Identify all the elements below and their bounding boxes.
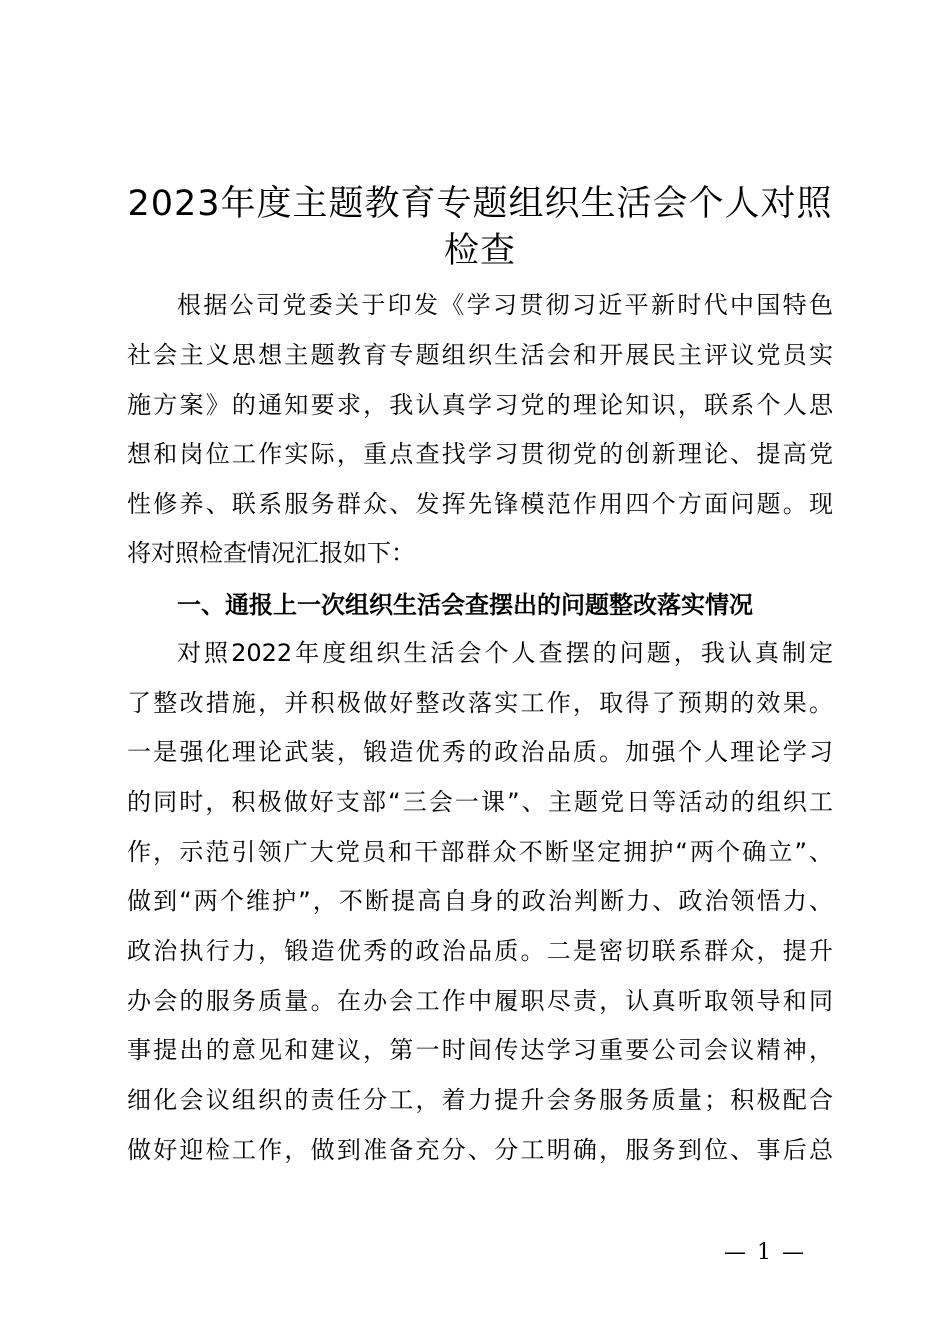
body-line-5: 作，示范引领广大党员和干部群众不断坚定拥护“两个确立”、 (127, 838, 833, 866)
body-line-8: 办会的服务质量。在办会工作中履职尽责，认真听取领导和同 (127, 987, 833, 1015)
body-line-6: 做到“两个维护”，不断提高自身的政治判断力、政治领悟力、 (127, 887, 833, 915)
document-title-line-1: 2023年度主题教育专题组织生活会个人对照 (127, 184, 833, 224)
section-heading: 一、通报上一次组织生活会查摆出的问题整改落实情况 (177, 591, 753, 619)
body-line-2: 了整改措施，并积极做好整改落实工作，取得了预期的效果。 (127, 689, 833, 717)
body-line-10: 细化会议组织的责任分工，着力提升会务服务质量；积极配合 (127, 1086, 833, 1114)
body-line-9: 事提出的意见和建议，第一时间传达学习重要公司会议精神， (127, 1036, 833, 1064)
intro-line-1: 根据公司党委关于印发《学习贯彻习近平新时代中国特色 (177, 291, 833, 319)
document-title-line-2: 检查 (443, 231, 516, 271)
body-line-3: 一是强化理论武装，锻造优秀的政治品质。加强个人理论学习 (127, 738, 833, 766)
body-line-1: 对照2022年度组织生活会个人查摆的问题，我认真制定 (177, 639, 833, 667)
page-number: — 1 — (724, 1240, 806, 1265)
body-line-4: 的同时，积极做好支部“三会一课”、主题党日等活动的组织工 (127, 788, 833, 816)
body-line-11: 做好迎检工作，做到准备充分、分工明确，服务到位、事后总 (127, 1136, 833, 1164)
intro-line-2: 社会主义思想主题教育专题组织生活会和开展民主评议党员实 (127, 341, 833, 369)
intro-line-3: 施方案》的通知要求，我认真学习党的理论知识，联系个人思 (127, 391, 833, 419)
intro-line-4: 想和岗位工作实际，重点查找学习贯彻党的创新理论、提高党 (127, 440, 833, 468)
intro-line-6: 将对照检查情况汇报如下： (127, 539, 415, 567)
intro-line-5: 性修养、联系服务群众、发挥先锋模范作用四个方面问题。现 (127, 490, 833, 518)
body-line-7: 政治执行力，锻造优秀的政治品质。二是密切联系群众，提升 (127, 937, 833, 965)
